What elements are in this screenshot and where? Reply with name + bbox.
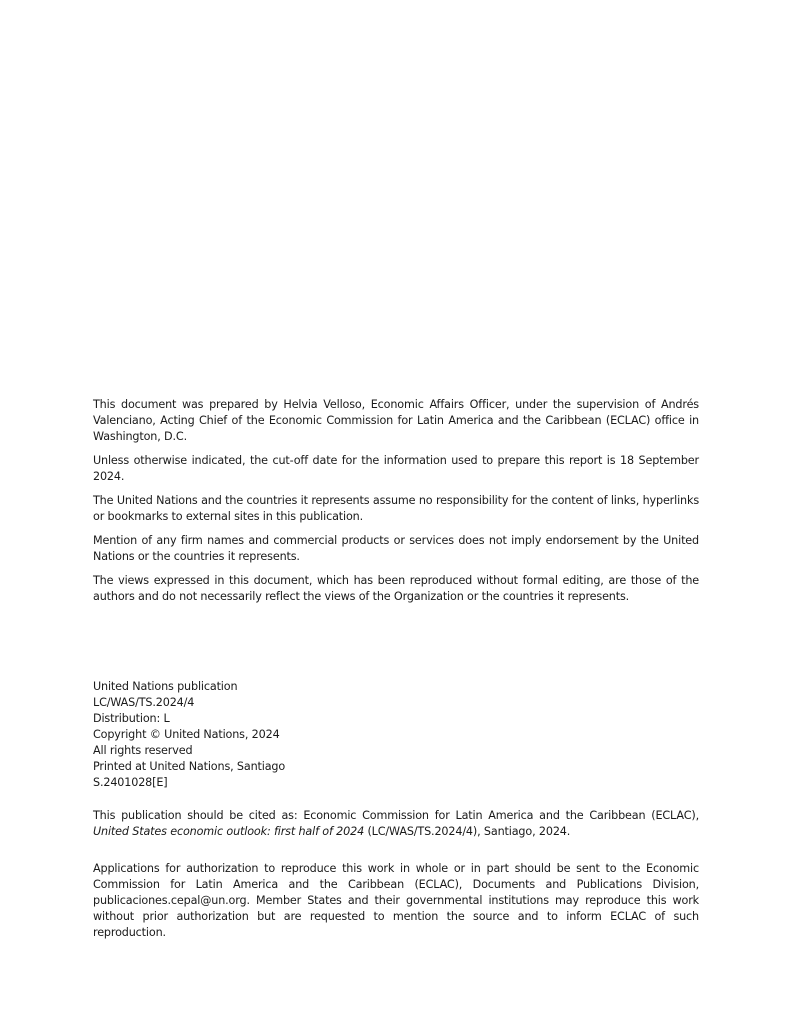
citation-paragraph [93, 808, 699, 840]
endorsement-disclaimer-paragraph: Mention of any firm names and commercial products or services does not imply endorsement by the United Nations or the countries it represents. [93, 534, 699, 563]
preparation-notes [93, 397, 699, 613]
links-disclaimer-paragraph: The United Nations and the countries it represents assume no responsibility for the content of links, hyperlinks or bookmarks to external sites in this publication. [93, 494, 699, 523]
rights-notice: All rights reserved [93, 744, 193, 757]
views-disclaimer-paragraph: The views expressed in this document, which has been reproduced without formal editing, are those of the authors and do not necessarily reflect the views of the Organization or the countries it represents. [93, 574, 699, 603]
distribution: Distribution: L [93, 712, 170, 725]
printing-location: Printed at United Nations, Santiago [93, 760, 286, 773]
citation-note [93, 808, 699, 840]
prepared-by-paragraph: This document was prepared by Helvia Velloso, Economic Affairs Officer, under the supervision of Andrés Valenciano, Acting Chief of the Economic Commission for Latin America and the Caribbean (ECLAC) office in Washington, D.C. [93, 398, 699, 443]
publication-type: United Nations publication [93, 680, 238, 693]
publication-imprint [93, 679, 699, 791]
sales-number: S.2401028[E] [93, 776, 168, 789]
authorization-note [93, 861, 699, 941]
cutoff-date-paragraph: Unless otherwise indicated, the cut-off date for the information used to prepare this report is 18 September 2024. [93, 454, 699, 483]
authorization-paragraph: Applications for authorization to reproduce this work in whole or in part should be sent to the Economic Commission for Latin America and the Caribbean (ECLAC), Documents and Publications Division, publicaciones.cepal@un.org. Member States and their governmental institutions may reproduce this work without prior authorization but are requested to mention the source and to inform ECLAC of such reproduction. [93, 862, 699, 939]
document-symbol: LC/WAS/TS.2024/4 [93, 696, 195, 709]
copyright-notice: Copyright © United Nations, 2024 [93, 728, 280, 741]
citation-suffix: (LC/WAS/TS.2024/4), Santiago, 2024. [364, 825, 571, 838]
citation-prefix: This publication should be cited as: Economic Commission for Latin America and the Caribbean (ECLAC), [93, 809, 699, 822]
citation-title: United States economic outlook: first half of 2024 [93, 825, 365, 838]
